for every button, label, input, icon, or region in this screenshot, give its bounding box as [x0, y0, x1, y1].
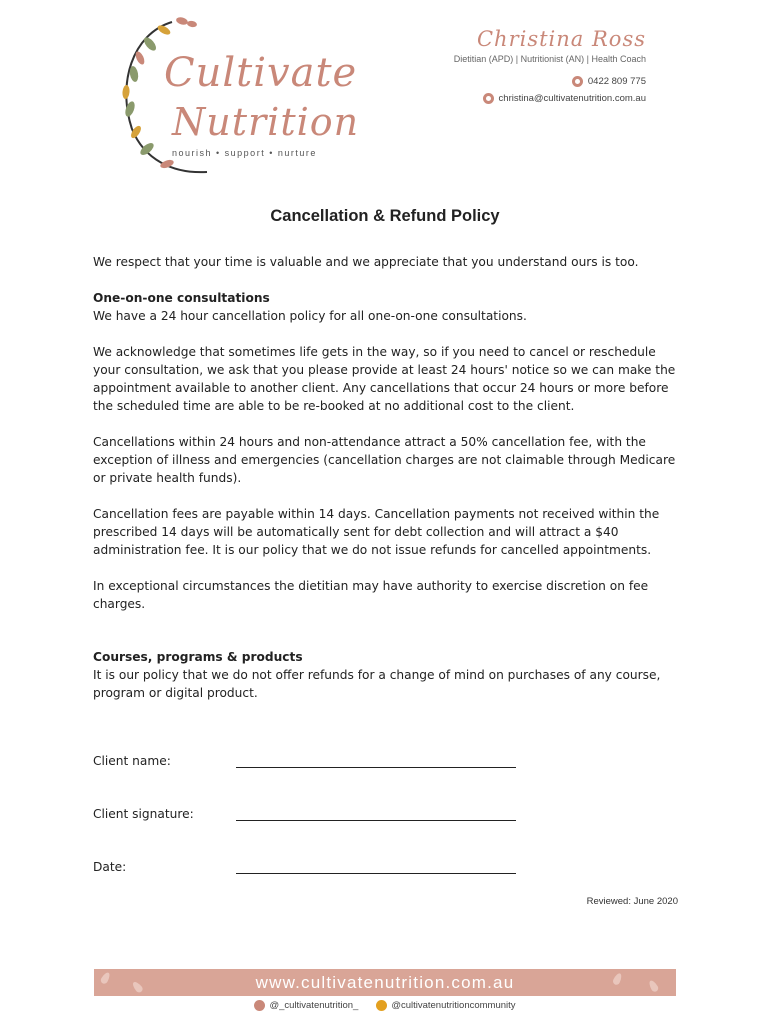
- reviewed-date: Reviewed: June 2020: [586, 896, 678, 907]
- tagline: nourish • support • nurture: [172, 148, 317, 158]
- client-name-field: [93, 753, 516, 768]
- paragraph: Cancellation fees are payable within 14 days. Cancellation payments not received within the prescribed 14 days will be automatically sent for debt collection and will attract a $40 administration fee. It is our policy that we do not issue refunds for cancelled appointments.: [93, 507, 660, 557]
- logo-line1: Cultivate: [164, 50, 358, 96]
- facebook-item: [376, 1000, 515, 1011]
- document-title: Cancellation & Refund Policy: [270, 207, 500, 225]
- section-heading-consultations: One-on-one consultations: [93, 291, 270, 305]
- phone-row: [386, 76, 646, 87]
- footer-url[interactable]: www.cultivatenutrition.com.au: [255, 973, 515, 992]
- logo: [112, 14, 360, 179]
- phone-number[interactable]: 0422 809 775: [587, 76, 646, 87]
- instagram-icon: [254, 1000, 265, 1011]
- paragraph: Cancellations within 24 hours and non-attendance attract a 50% cancellation fee, with the exception of illness and emergencies (cancellation charges are not claimable through Medicare or private health funds).: [93, 435, 676, 485]
- client-signature-label: Client signature:: [93, 807, 194, 821]
- client-signature-field: [93, 806, 516, 821]
- date-field: [93, 859, 516, 874]
- client-signature-line[interactable]: [236, 806, 516, 821]
- instagram-item: [254, 1000, 358, 1011]
- email-icon: [483, 93, 494, 104]
- section-heading-courses: Courses, programs & products: [93, 650, 303, 664]
- email-row: [386, 93, 646, 104]
- intro-paragraph: We respect that your time is valuable and we appreciate that you understand ours is too.: [93, 255, 639, 269]
- practitioner-name: Christina Ross: [476, 27, 646, 51]
- client-name-label: Client name:: [93, 754, 171, 768]
- contact-block: [386, 26, 646, 104]
- facebook-handle[interactable]: @cultivatenutritioncommunity: [391, 1000, 516, 1011]
- footer-social: [0, 1000, 770, 1011]
- phone-icon: [572, 76, 583, 87]
- paragraph: We have a 24 hour cancellation policy for all one-on-one consultations.: [93, 309, 527, 323]
- client-name-line[interactable]: [236, 753, 516, 768]
- facebook-icon: [376, 1000, 387, 1011]
- paragraph: It is our policy that we do not offer refunds for a change of mind on purchases of any course, program or digital product.: [93, 668, 661, 700]
- paragraph: In exceptional circumstances the dietitian may have authority to exercise discretion on fee charges.: [93, 579, 649, 611]
- email-address[interactable]: christina@cultivatenutrition.com.au: [498, 93, 646, 104]
- date-label: Date:: [93, 860, 127, 874]
- instagram-handle[interactable]: @_cultivatenutrition_: [269, 1000, 359, 1011]
- logo-line2: Nutrition: [172, 100, 360, 144]
- practitioner-role: Dietitian (APD) | Nutritionist (AN) | Health Coach: [453, 54, 646, 64]
- footer-band: [94, 969, 676, 996]
- document-body: [93, 253, 683, 702]
- date-line[interactable]: [236, 859, 516, 874]
- paragraph: We acknowledge that sometimes life gets in the way, so if you need to cancel or reschedule your consultation, we ask that you please provide at least 24 hours' notice so we can make the appointment available to another client. Any cancellations that occur 24 hours or more before the scheduled time are able to be re-booked at no additional cost to the client.: [93, 345, 676, 413]
